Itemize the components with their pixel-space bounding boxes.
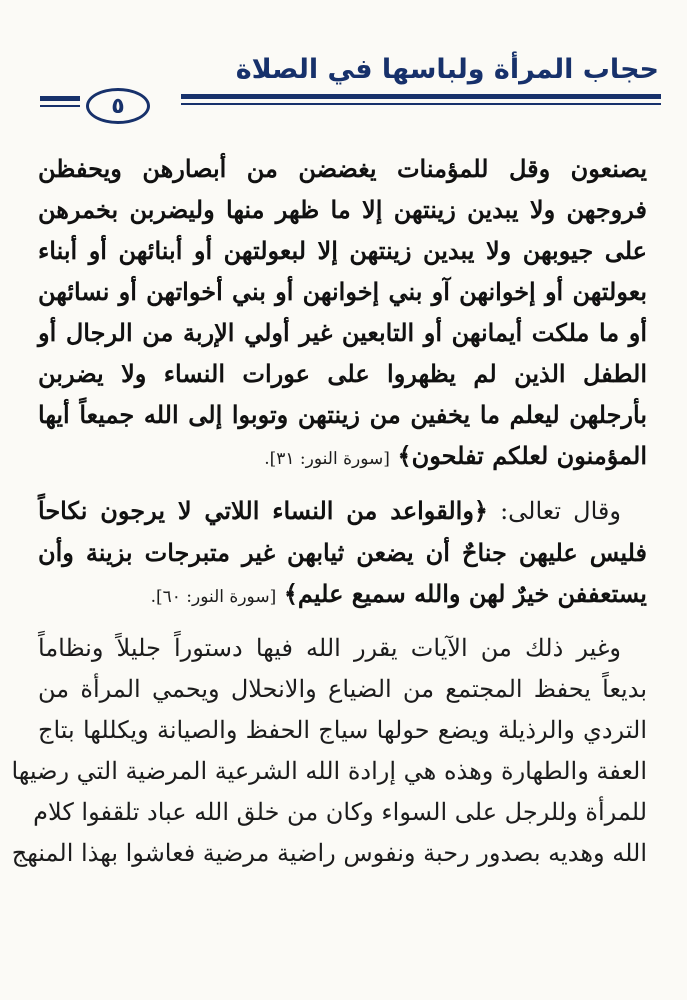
paragraph-gap — [38, 480, 647, 490]
quran-verse-end: المؤمنون لعلكم تفلحون﴾ — [397, 441, 647, 470]
header-rule-left-thick — [40, 96, 80, 101]
text-line: للمرأة وللرجل على السواء وكان من خلق الله عباد تلقفوا كلام — [33, 798, 647, 826]
text-line: الله وهديه بصدور رحبة ونفوس راضية مرضية فعاشوا بهذا المنهج — [11, 839, 647, 867]
paragraph-gap — [38, 618, 647, 628]
text-line — [38, 490, 647, 532]
text-line: العفة والطهارة وهذه هي إرادة الله الشرعية المرضية التي رضيها — [11, 757, 647, 785]
header-rule-thin — [181, 103, 661, 105]
text-line: أو ما ملكت أيمانهن أو التابعين غير أولي الإربة من الرجال أو — [38, 318, 647, 347]
text-line — [38, 573, 647, 618]
body-text — [11, 148, 647, 874]
paragraph-2 — [38, 490, 647, 618]
header-rule-thick — [181, 94, 661, 99]
text-line: بعولتهن أو إخوانهن آو بني إخوانهن أو بني أخواتهن أو نسائهن — [38, 277, 647, 306]
text-line — [38, 435, 647, 480]
running-title: حجاب المرأة ولباسها في الصلاة — [235, 54, 659, 85]
text-line: فروجهن ولا يبدين زينتهن إلا ما ظهر منها وليضربن بخمرهن — [38, 195, 647, 224]
page-number-badge — [86, 88, 150, 124]
text-line: على جيوبهن ولا يبدين زينتهن إلا لبعولتهن أو أبنائهن أو أبناء — [38, 236, 647, 265]
quran-verse-end: يستعففن خيرٌ لهن والله سميع عليم﴾ — [283, 579, 647, 608]
text-line: الطفل الذين لم يظهروا على عورات النساء ولا يضربن — [38, 359, 647, 388]
paragraph-3 — [11, 628, 647, 874]
text-line: التردي والرذيلة ويضع حولها سياج الحفظ والصيانة ويكللها بتاج — [38, 716, 647, 744]
quote-intro: وقال تعالى: — [500, 497, 621, 525]
page-number: ٥ — [111, 93, 125, 119]
text-line: بديعاً يحفظ المجتمع من الضياع والانحلال ويحمي المرأة من — [38, 675, 647, 703]
quran-verse: فليس عليهن جناحٌ أن يضعن ثيابهن غير متبرجات بزينة وأن — [38, 538, 647, 567]
verse-reference: [سورة النور: ٦٠]. — [150, 587, 277, 607]
text-line: بأرجلهن ليعلم ما يخفين من زينتهن وتوبوا إلى الله جميعاً أيها — [38, 400, 647, 429]
header-rule-left-thin — [40, 105, 80, 107]
verse-reference: [سورة النور: ٣١]. — [264, 449, 390, 469]
paragraph-1 — [38, 148, 647, 480]
quran-verse: ﴿والقواعد من النساء اللاتي لا يرجون نكاحاً — [38, 496, 488, 525]
text-line: يصنعون وقل للمؤمنات يغضضن من أبصارهن ويحفظن — [38, 154, 647, 183]
text-line: وغير ذلك من الآيات يقرر الله فيها دستوراً جليلاً ونظاماً — [38, 634, 621, 662]
page-header — [40, 42, 661, 132]
